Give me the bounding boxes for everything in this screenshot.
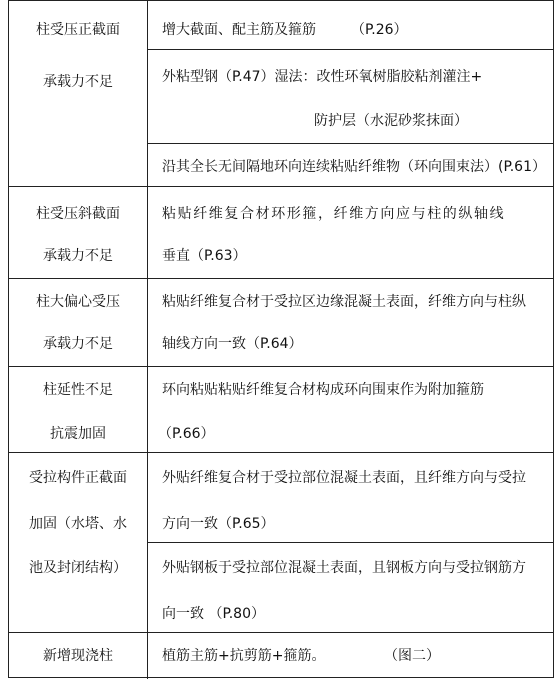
category-line-1: 柱延性不足 [43,382,113,398]
row-category-cell [9,187,148,278]
category-line-1: 受拉构件正截面 [29,470,127,486]
row-method-cell [148,1,553,186]
method-text: 增大截面、配主筋及箍筋 [162,22,316,38]
category-line-1: 柱受压正截面 [36,22,120,38]
category-line-2: 加固（水塔、水 [29,516,127,532]
category-line-2: 抗震加固 [50,426,106,442]
category-line-2: 承载力不足 [43,74,113,90]
row-method-cell [148,453,553,632]
method-text-line-1: 粘贴纤维复合材于受拉区边缘混凝土表面，纤维方向与柱纵 [162,294,526,310]
method-text-line-2: 防护层（水泥砂浆抹面） [314,113,468,129]
row-method-cell [148,633,553,679]
row-method-cell [148,279,553,366]
row-category-cell [9,633,148,679]
method-text-line-1: 外贴纤维复合材于受拉部位混凝土表面，且纤维方向与受拉 [162,470,526,486]
figure-ref: （图二） [384,648,440,664]
category-line-1: 柱受压斜截面 [36,206,120,222]
row-category-cell [9,279,148,366]
row-category-cell [9,1,148,186]
method-text: 植筋主筋+抗剪筋+箍筋。 [162,648,326,664]
row-method-cell [148,187,553,278]
method-text-line-1: 外粘型钢（P.47）湿法：改性环氧树脂胶粘剂灌注+ [162,69,483,85]
category-line-1: 柱大偏心受压 [36,294,120,310]
method-subcell-3 [148,144,553,187]
method-text-line-2: （P.66） [158,426,215,442]
method-subcell-1 [148,1,553,50]
method-subcell-1 [148,453,553,543]
reinforcement-methods-table [8,0,554,678]
table-row-tension-member [9,453,553,633]
row-method-cell [148,367,553,452]
table-row-new-cast-column [9,633,553,679]
method-text: 沿其全长无间隔地环向连续粘贴纤维物（环向围束法）(P.61） [162,159,546,175]
table-row-large-eccentric-compression [9,279,553,367]
method-text-line-1: 外贴钢板于受拉部位混凝土表面，且钢板方向与受拉钢筋方 [162,560,526,576]
table-row-column-compression-oblique [9,187,553,279]
method-subcell-2 [148,50,553,144]
method-text-line-2: 垂直（P.63） [162,248,247,264]
method-text-line-2: 向一致 （P.80） [162,606,265,622]
method-subcell-2 [148,543,553,633]
method-text-line-1: 环向粘贴粘贴纤维复合材构成环向围束作为附加箍筋 [162,382,484,398]
row-category-cell [9,453,148,632]
category-line-3: 池及封闭结构） [29,560,127,576]
method-text-line-1: 粘贴纤维复合材环形箍，纤维方向应与柱的纵轴线 [162,206,506,222]
method-text-line-2: 方向一致（P.65） [162,516,275,532]
category-line-2: 承载力不足 [43,336,113,352]
table-row-insufficient-ductility [9,367,553,453]
table-row-column-compression-normal [9,1,553,187]
method-text-line-2: 轴线方向一致（P.64） [162,336,303,352]
category-line-2: 承载力不足 [43,248,113,264]
category-line-1: 新增现浇柱 [43,648,113,664]
page-ref: （P.26） [351,22,408,38]
row-category-cell [9,367,148,452]
